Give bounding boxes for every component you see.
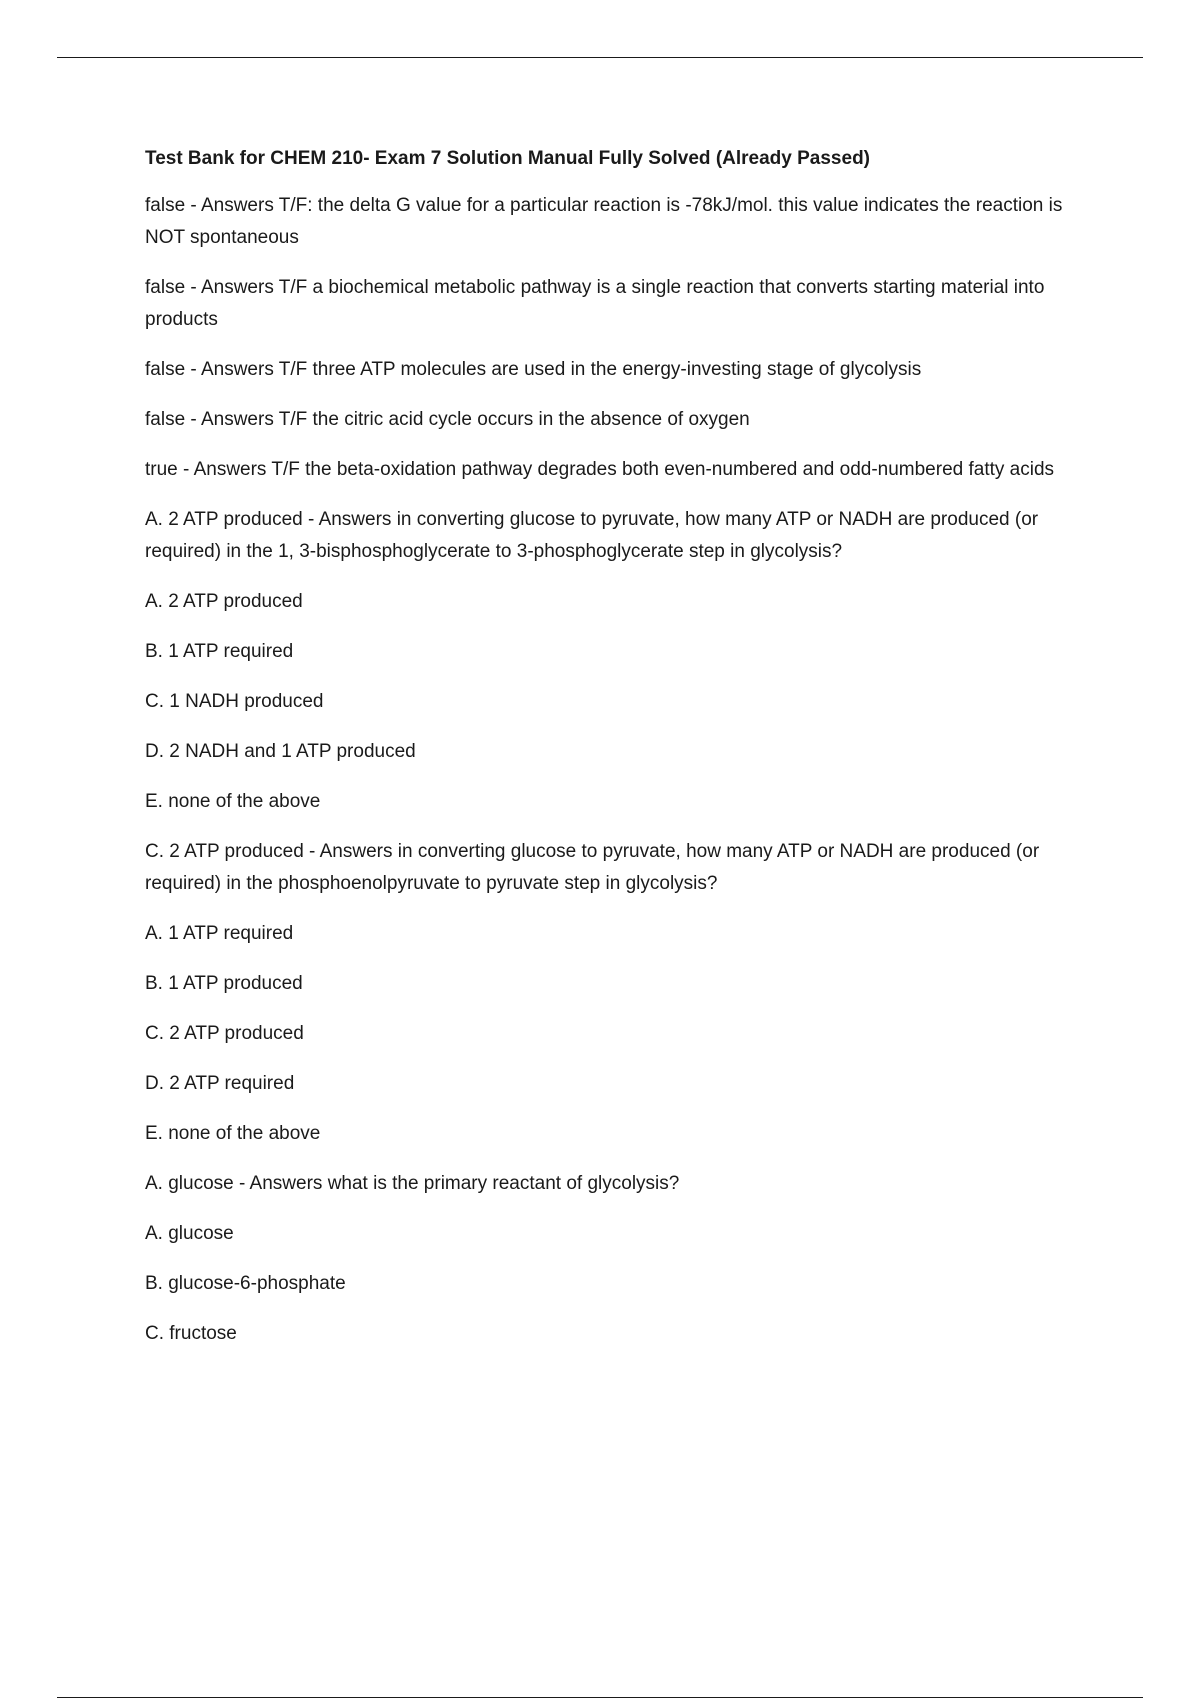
answer-tf-atp-investing: false - Answers T/F three ATP molecules are used in the energy-investing stage of glycolysis [145,359,922,380]
document-body [145,145,1085,1368]
option-item: A. glucose [145,1223,234,1244]
option-item: B. 1 ATP produced [145,973,303,994]
option-item: A. 2 ATP produced [145,591,303,612]
question-glycolysis-reactant: A. glucose - Answers what is the primary reactant of glycolysis? [145,1173,680,1194]
answer-tf-delta-g: false - Answers T/F: the delta G value for a particular reaction is -78kJ/mol. this value indicates the reaction is NOT spontaneous [145,195,1063,248]
option-item: C. fructose [145,1323,237,1344]
option-item: A. 1 ATP required [145,923,294,944]
option-item: C. 2 ATP produced [145,1023,304,1044]
document-title: Test Bank for CHEM 210- Exam 7 Solution Manual Fully Solved (Already Passed) [145,148,870,169]
option-item: C. 1 NADH produced [145,691,324,712]
answer-tf-beta-oxidation: true - Answers T/F the beta-oxidation pathway degrades both even-numbered and odd-numbered fatty acids [145,459,1055,480]
question-phosphoenolpyruvate: C. 2 ATP produced - Answers in converting glucose to pyruvate, how many ATP or NADH are produced (or required) in the phosphoenolpyruvate to pyruvate step in glycolysis? [145,841,1040,894]
answer-tf-metabolic-pathway: false - Answers T/F a biochemical metabolic pathway is a single reaction that converts starting material into products [145,277,1045,330]
option-item: B. glucose-6-phosphate [145,1273,346,1294]
option-item: B. 1 ATP required [145,641,294,662]
option-item: E. none of the above [145,791,321,812]
option-item: E. none of the above [145,1123,321,1144]
footer-rule [57,1697,1143,1698]
option-item: D. 2 ATP required [145,1073,295,1094]
header-rule [57,57,1143,58]
option-item: D. 2 NADH and 1 ATP produced [145,741,416,762]
question-bisphosphoglycerate: A. 2 ATP produced - Answers in converting glucose to pyruvate, how many ATP or NADH are produced (or required) in the 1, 3-bisphosphoglycerate to 3-phosphoglycerate step in glycolysis? [145,509,1039,562]
answer-tf-citric-acid: false - Answers T/F the citric acid cycle occurs in the absence of oxygen [145,409,750,430]
